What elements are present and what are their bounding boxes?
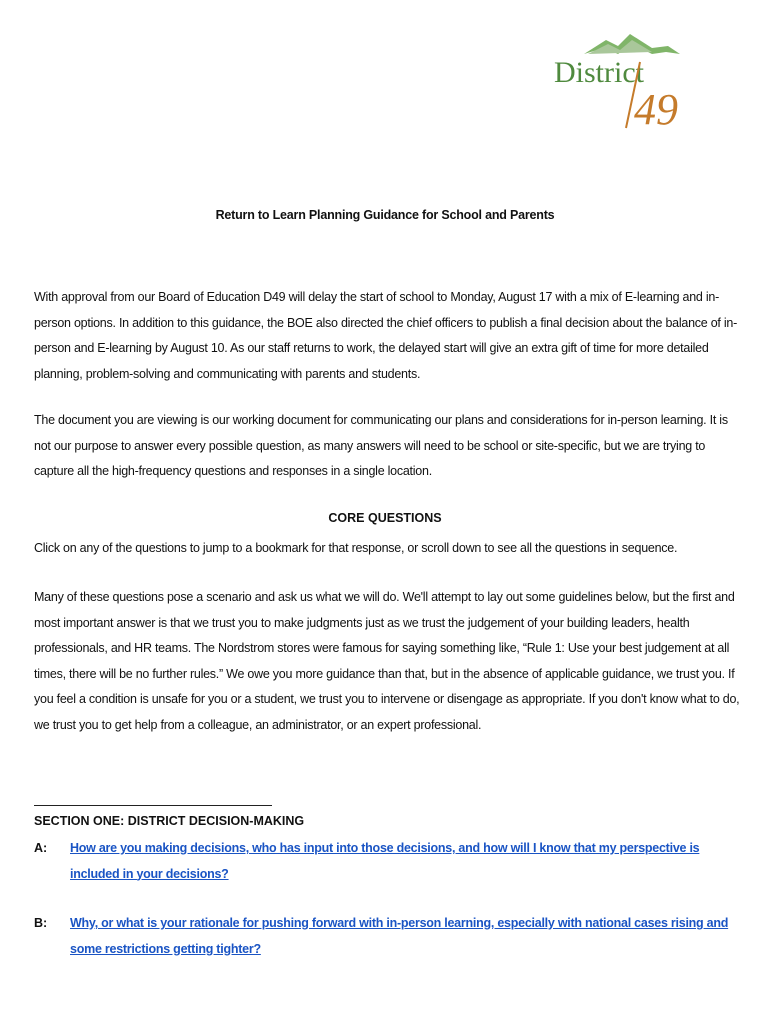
section-one-title: SECTION ONE: DISTRICT DECISION-MAKING	[34, 814, 305, 828]
question-b-label: B:	[34, 916, 48, 930]
logo-number: 49	[634, 85, 678, 134]
document-title: Return to Learn Planning Guidance for School and Parents	[215, 208, 555, 222]
section-divider	[34, 805, 272, 806]
core-questions-heading: CORE QUESTIONS	[328, 511, 442, 525]
working-document-paragraph: The document you are viewing is our working document for communicating our plans and considerations for in-person learning. It is not our purpose to answer every possible question, as many answers will need to be school or site-specific, but we are trying to capture all the high-frequency questions and responses in a single location.	[34, 413, 728, 478]
trust-paragraph: Many of these questions pose a scenario and ask us what we will do. We'll attempt to lay out some guidelines below, but the first and most important answer is that we trust you to make judgments just as we trust the judgement of your building leaders, health professionals, and HR teams. The Nordstrom stores were famous for saying something like, “Rule 1: Use your best judgement at all times, there will be no further rules.” We owe you more guidance than that, but in the absence of applicable guidance, we trust you. If you feel a condition is unsafe for you or a student, we trust you to intervene or disengage as appropriate. If you don't know what to do, we trust you to get help from a colleague, an administrator, or an expert professional.	[34, 590, 740, 732]
question-a-label: A:	[34, 841, 48, 855]
question-b-link[interactable]: Why, or what is your rationale for pushing forward with in-person learning, especially with national cases rising and some restrictions getting tighter?	[70, 916, 729, 956]
logo-wordmark: District	[554, 56, 644, 89]
question-a	[34, 836, 740, 887]
question-a-link[interactable]: How are you making decisions, who has input into those decisions, and how will I know that my perspective is included in your decisions?	[70, 841, 700, 881]
question-b	[34, 911, 740, 962]
intro-paragraph: With approval from our Board of Education D49 will delay the start of school to Monday, August 17 with a mix of E-learning and in-person options. In addition to this guidance, the BOE also directed the chief officers to publish a final decision about the balance of in-person and E-learning by August 10. As our staff returns to work, the delayed start will give an extra gift of time for more detailed planning, problem-solving and communicating with parents and students.	[34, 290, 737, 381]
core-questions-instruction: Click on any of the questions to jump to a bookmark for that response, or scroll down to see all the questions in sequence.	[34, 541, 678, 555]
district-49-logo	[548, 24, 688, 134]
